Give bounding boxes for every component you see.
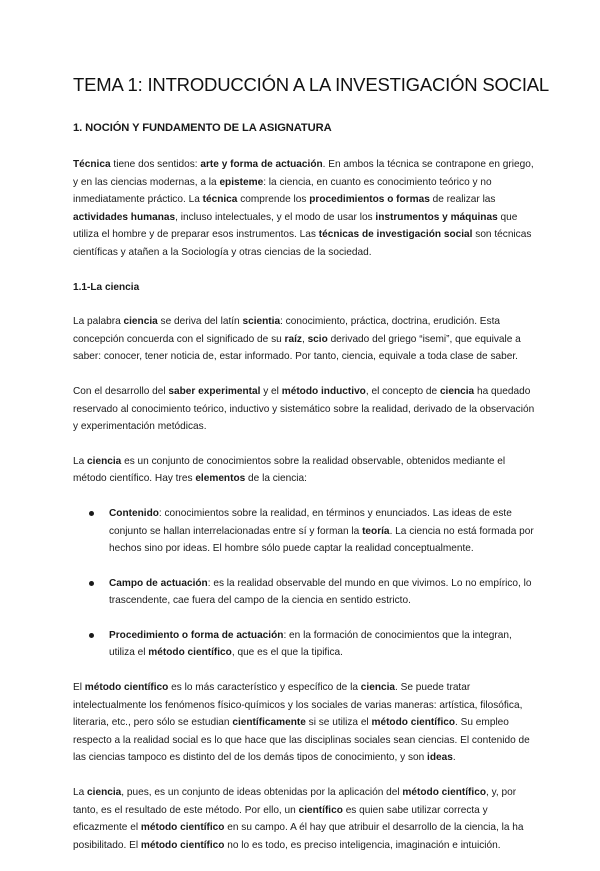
bold-term: instrumentos y máquinas <box>375 211 498 223</box>
bold-term: saber experimental <box>168 385 261 397</box>
list-item <box>73 575 540 610</box>
paragraph-etimologia: La palabra ciencia se deriva del latín scientia: conocimiento, práctica, doctrina, erudición. Esta concepción concuerda con el significado de su raíz, scio derivado del griego “isemi”, que equivale a saber: conocer, tener noticia de, estar informado. Por tanto, ciencia, equivale a toda clase de saber. <box>73 316 521 363</box>
document-title: TEMA 1: INTRODUCCIÓN A LA INVESTIGACIÓN SOCIAL <box>73 74 550 95</box>
paragraph-definicion: La ciencia es un conjunto de conocimientos sobre la realidad observable, obtenidos mediante el método científico. Hay tres elementos de la ciencia: <box>73 455 506 485</box>
bold-term: Campo de actuación <box>109 577 208 589</box>
bold-term: científicamente <box>232 717 306 729</box>
bold-term: procedimientos o formas <box>309 194 430 206</box>
bold-term: Técnica <box>73 159 111 170</box>
list-item-text: Procedimiento o forma de actuación: en la formación de conocimientos que la integran, utiliza el método científico, que es el que la tipifica. <box>109 629 512 659</box>
bullet-icon <box>89 581 94 586</box>
elements-list <box>73 505 540 662</box>
bold-term: ciencia <box>87 455 122 467</box>
bold-term: método científico <box>140 822 225 834</box>
bullet-icon <box>89 633 94 638</box>
list-item-text: Contenido: conocimientos sobre la realidad, en términos y enunciados. Las ideas de este conjunto se hallan interrelacionadas entre sí y forman la teoría. La ciencia no está formada por hechos sino por ideas. El hombre sólo puede captar la realidad conceptualmente. <box>109 507 534 555</box>
bold-term: método científico <box>402 787 486 799</box>
bold-term: scio <box>307 333 328 345</box>
list-item <box>73 627 540 662</box>
bold-term: científico <box>298 804 343 816</box>
bold-term: ideas <box>427 752 453 764</box>
paragraph-metodo: El método científico es lo más característico y específico de la ciencia. Se puede tratar intelectualmente los fenómenos físico-químicos y los sociales de varias maneras: artística, filosófica, literaria, etc., pero sólo se estudian científicamente si se utiliza el método científico. Su empleo respecto a la realidad social es lo que hace que las disciplinas sociales sean ciencias. El contenido de las ciencias tampoco es distinto del de los demás tipos de conocimiento, y son ideas. <box>73 682 530 764</box>
list-item <box>73 505 540 558</box>
bold-term: ciencia <box>360 682 396 694</box>
subheading-ciencia: 1.1-La ciencia <box>73 281 140 293</box>
bold-term: método científico <box>371 717 456 729</box>
bold-term: técnicas de investigación social <box>318 229 473 241</box>
bold-term: ciencia <box>123 316 158 328</box>
paragraph-desarrollo: Con el desarrollo del saber experimental y el método inductivo, el concepto de ciencia ha quedado reservado al conocimiento teórico, inductivo y sistemático sobre la realidad, derivado de la observación y experimentación metódicas. <box>73 385 535 433</box>
bold-term: elementos <box>195 473 246 485</box>
bold-term: episteme <box>219 176 264 188</box>
bold-term: Contenido <box>109 507 159 519</box>
bold-term: ciencia <box>87 787 122 799</box>
bold-term: método científico <box>148 647 232 659</box>
bold-term: arte y forma de actuación <box>200 159 323 170</box>
bold-term: técnica <box>202 194 238 206</box>
document-body <box>73 156 540 871</box>
bold-term: ciencia <box>439 385 475 397</box>
bold-term: teoría <box>362 525 390 537</box>
section-heading: 1. NOCIÓN Y FUNDAMENTO DE LA ASIGNATURA <box>73 122 332 134</box>
bold-term: actividades humanas <box>73 211 176 223</box>
bold-term: método científico <box>84 682 169 694</box>
bold-term: método inductivo <box>281 385 366 397</box>
paragraph-tecnica: Técnica tiene dos sentidos: arte y forma de actuación. En ambos la técnica se contrapone en griego, y en las ciencias modernas, a la episteme: la ciencia, en cuanto es conocimiento teórico y no inmediatamente práctico. La técnica comprende los procedimientos o formas de realizar las actividades humanas, incluso intelectuales, y el modo de usar los instrumentos y máquinas que utiliza el hombre y de preparar esos instrumentos. Las técnicas de investigación social son técnicas científicas y atañen a la Sociología y otras ciencias de la sociedad. <box>73 159 534 258</box>
bullet-icon <box>89 511 94 516</box>
bold-term: método científico <box>140 839 225 851</box>
bold-term: raíz <box>284 333 302 345</box>
paragraph-conclusion: La ciencia, pues, es un conjunto de ideas obtenidas por la aplicación del método científico, y, por tanto, es el resultado de este método. Por ello, un científico es quien sabe utilizar correcta y eficazmente el método científico en su campo. A él hay que atribuir el desarrollo de la ciencia, la ha posibilitado. El método científico no lo es todo, es preciso inteligencia, imaginación e intuición. <box>73 787 524 851</box>
list-item-text: Campo de actuación: es la realidad observable del mundo en que vivimos. Lo no empírico, lo trascendente, cae fuera del campo de la ciencia en sentido estricto. <box>109 577 532 607</box>
bold-term: Procedimiento o forma de actuación <box>109 629 284 641</box>
bold-term: scientia <box>242 316 281 328</box>
